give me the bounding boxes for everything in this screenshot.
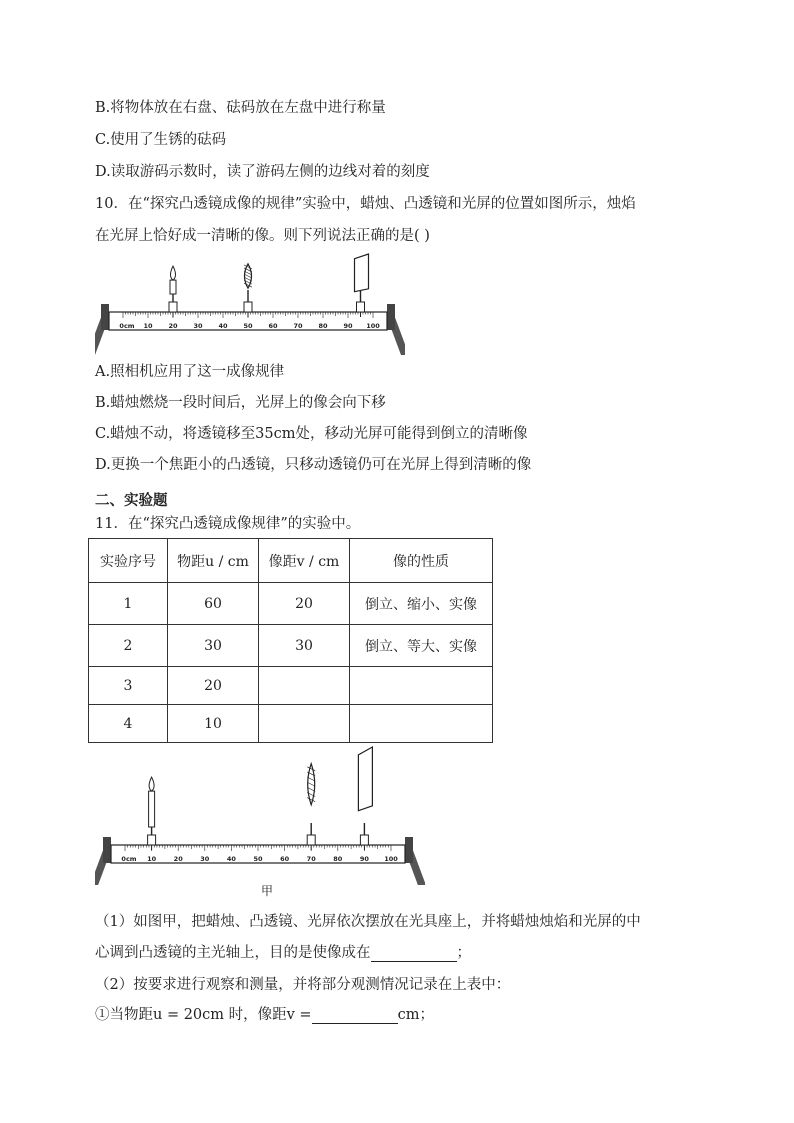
table-cell: 2: [89, 625, 168, 667]
scale-label: 80: [333, 855, 343, 863]
table-cell: 60: [168, 583, 259, 625]
scale-label: 30: [200, 855, 210, 863]
table-header-row: [89, 539, 493, 583]
bench-end-left: [103, 837, 111, 863]
scale-label: 10: [147, 855, 157, 863]
q11-part2: （2）按要求进行观察和测量，并将部分观测情况记录在上表中：: [95, 977, 511, 993]
scale-label: 10: [143, 322, 153, 330]
candle-body: [149, 791, 155, 827]
scale-label: 20: [173, 855, 183, 863]
q9-option-c: C.使用了生锈的砝码: [95, 132, 227, 148]
table-cell: 4: [89, 705, 168, 743]
scale-label: 90: [359, 855, 369, 863]
q11-part2-1-unit: cm；: [397, 1007, 434, 1023]
q11-data-table: [88, 538, 493, 743]
section-heading: 二、实验题: [95, 493, 168, 509]
table-cell: 10: [168, 705, 259, 743]
q10-stem-line2: 在光屏上恰好成一清晰的像。则下列说法正确的是( ): [95, 228, 430, 244]
scale-label: 0cm: [121, 855, 137, 863]
figure-caption: 甲: [261, 884, 274, 898]
light-screen-icon: [358, 747, 372, 811]
stand-base: [307, 835, 315, 845]
table-cell: 30: [168, 625, 259, 667]
q10-option-b: B.蜡烛燃烧一段时间后，光屏上的像会向下移: [95, 395, 386, 411]
scale-label: 20: [168, 322, 178, 330]
table-row: [89, 705, 493, 743]
q10-optical-bench-figure: [95, 250, 405, 355]
q11-part2-1-text: ①当物距u = 20cm 时，像距v =: [95, 1007, 312, 1023]
candle-flame-icon: [171, 266, 176, 280]
bench-end-left: [101, 304, 109, 330]
q10-option-d: D.更换一个焦距小的凸透镜，只移动透镜仍可在光屏上得到清晰的像: [95, 457, 532, 473]
stand-base: [357, 302, 365, 312]
table-row: [89, 667, 493, 705]
bench-end-right: [405, 837, 413, 863]
scale-label: 70: [293, 322, 303, 330]
q11-stem: 11．在“探究凸透镜成像规律”的实验中。: [95, 516, 361, 532]
stand-base: [244, 302, 252, 312]
answer-blank[interactable]: [312, 1007, 398, 1024]
table-header-cell: 像的性质: [350, 539, 493, 583]
q11-part2-1: [95, 1003, 434, 1024]
table-cell: [259, 667, 350, 705]
scale-label: 0cm: [119, 322, 135, 330]
table-cell: 倒立、缩小、实像: [350, 583, 493, 625]
table-cell: 倒立、等大、实像: [350, 625, 493, 667]
q10-option-a: A.照相机应用了这一成像规律: [95, 364, 285, 380]
table-cell: 1: [89, 583, 168, 625]
table-cell: 30: [259, 625, 350, 667]
scale-label: 60: [268, 322, 278, 330]
scale-label: 90: [343, 322, 353, 330]
q11-part1-line2: [95, 941, 471, 962]
table-cell: [350, 705, 493, 743]
table-cell: 3: [89, 667, 168, 705]
q9-option-b: B.将物体放在右盘、砝码放在左盘中进行称量: [95, 100, 386, 116]
table-cell: [259, 705, 350, 743]
candle-body: [170, 280, 176, 294]
scale-label: 100: [384, 855, 398, 863]
stand-base: [169, 302, 177, 312]
candle-flame-icon: [149, 777, 154, 791]
table-row: [89, 625, 493, 667]
q11-part1-line1: （1）如图甲，把蜡烛、凸透镜、光屏依次摆放在光具座上，并将蜡烛烛焰和光屏的中: [95, 914, 641, 930]
scale-label: 60: [280, 855, 290, 863]
table-header-cell: 实验序号: [89, 539, 168, 583]
table-cell: [350, 667, 493, 705]
table-header-cell: 像距v / cm: [259, 539, 350, 583]
scale-label: 80: [318, 322, 328, 330]
answer-blank[interactable]: [371, 945, 457, 962]
q11-part1-text: 心调到凸透镜的主光轴上，目的是使像成在: [95, 945, 371, 961]
scale-label: 70: [306, 855, 316, 863]
scale-label: 50: [253, 855, 263, 863]
table-row: [89, 583, 493, 625]
q10-stem-line1: 10．在“探究凸透镜成像的规律”实验中，蜡烛、凸透镜和光屏的位置如图所示，烛焰: [95, 196, 636, 212]
scale-label: 50: [243, 322, 253, 330]
bench-end-right: [387, 304, 395, 330]
stand-base: [360, 835, 368, 845]
table-cell: 20: [259, 583, 350, 625]
q9-option-d: D.读取游码示数时，读了游码左侧的边线对着的刻度: [95, 164, 430, 180]
scale-label: 40: [226, 855, 236, 863]
q10-option-c: C.蜡烛不动，将透镜移至35cm处，移动光屏可能得到倒立的清晰像: [95, 426, 528, 442]
stand-base: [148, 835, 156, 845]
q11-optical-bench-figure: [95, 745, 425, 885]
table-header-cell: 物距u / cm: [168, 539, 259, 583]
scale-label: 100: [366, 322, 380, 330]
q11-part1-end: ；: [456, 945, 471, 961]
light-screen-icon: [355, 254, 369, 292]
scale-label: 30: [193, 322, 203, 330]
scale-label: 40: [218, 322, 228, 330]
table-cell: 20: [168, 667, 259, 705]
